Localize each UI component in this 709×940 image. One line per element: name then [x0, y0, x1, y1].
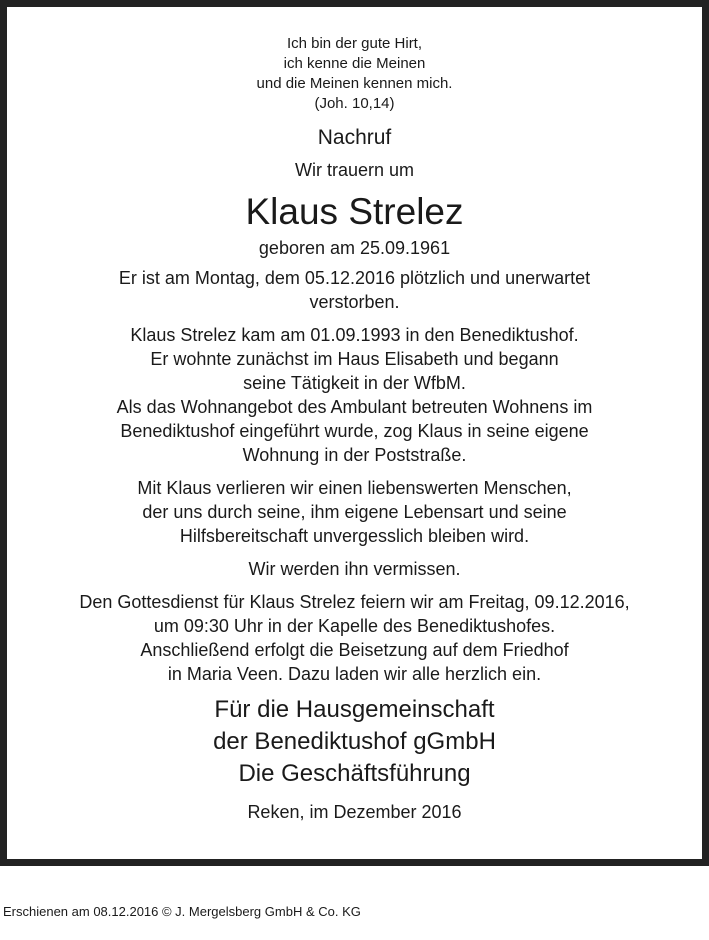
paragraph-biography	[7, 323, 702, 467]
verse-line: Ich bin der gute Hirt,	[286, 35, 423, 52]
paragraph-line: Wir werden ihn vermissen.	[248, 559, 461, 579]
signature-line: Die Geschäftsführung	[238, 760, 471, 787]
paragraph-line: um 09:30 Uhr in der Kapelle des Benediktushofes.	[153, 616, 556, 636]
verse-line: ich kenne die Meinen	[283, 55, 426, 72]
paragraph-service	[7, 590, 702, 686]
paragraph-line: Klaus Strelez kam am 01.09.1993 in den Benediktushof.	[130, 325, 579, 345]
paragraph-line: Den Gottesdienst für Klaus Strelez feiern wir am Freitag, 09.12.2016,	[79, 592, 630, 612]
paragraph-line: Hilfsbereitschaft unvergesslich bleiben wird.	[179, 526, 530, 546]
paragraph-line: seine Tätigkeit in der WfbM.	[243, 373, 466, 393]
paragraph-line: Er wohnte zunächst im Haus Elisabeth und begann	[150, 349, 559, 369]
paragraph-line: Er ist am Montag, dem 05.12.2016 plötzlich und unerwartet	[118, 268, 591, 288]
paragraph-line: Als das Wohnangebot des Ambulant betreuten Wohnens im	[116, 397, 593, 417]
verse-reference: (Joh. 10,14)	[314, 95, 395, 112]
mourning-intro: Wir trauern um	[294, 160, 415, 180]
notice-heading: Nachruf	[317, 126, 392, 149]
paragraph-miss	[7, 557, 702, 581]
paragraph-line: Benediktushof eingeführt wurde, zog Klaus in seine eigene	[120, 421, 589, 441]
signature-line: der Benediktushof gGmbH	[213, 728, 496, 755]
verse-line: und die Meinen kennen mich.	[256, 75, 453, 92]
paragraph-line: Wohnung in der Poststraße.	[242, 445, 467, 465]
signature-line: Für die Hausgemeinschaft	[214, 696, 495, 723]
signature-block	[7, 694, 702, 790]
paragraph-line: der uns durch seine, ihm eigene Lebensart und seine	[142, 502, 567, 522]
notice-content	[7, 34, 702, 824]
birth-date: geboren am 25.09.1961	[258, 238, 451, 258]
bible-verse	[7, 34, 702, 114]
publication-footer: Erschienen am 08.12.2016 © J. Mergelsberg GmbH & Co. KG	[3, 904, 361, 919]
paragraph-death	[7, 266, 702, 314]
paragraph-line: Mit Klaus verlieren wir einen liebenswerten Menschen,	[137, 478, 572, 498]
paragraph-line: verstorben.	[309, 292, 400, 312]
paragraph-line: in Maria Veen. Dazu laden wir alle herzlich ein.	[167, 664, 542, 684]
paragraph-line: Anschließend erfolgt die Beisetzung auf dem Friedhof	[140, 640, 569, 660]
paragraph-tribute	[7, 476, 702, 548]
deceased-name: Klaus Strelez	[245, 191, 464, 232]
place-and-date: Reken, im Dezember 2016	[247, 802, 462, 822]
